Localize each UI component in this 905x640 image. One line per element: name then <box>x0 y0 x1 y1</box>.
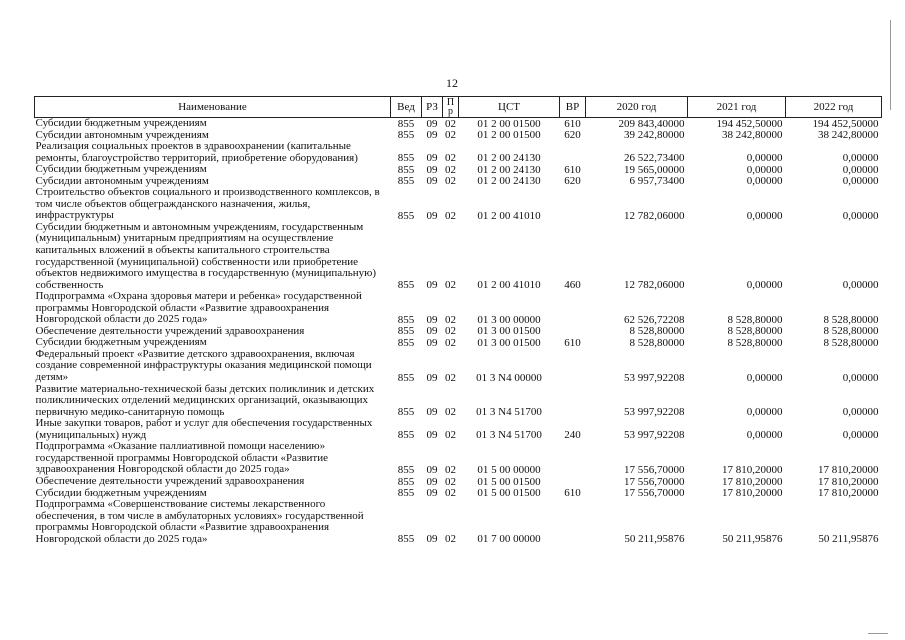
cell-cst: 01 3 00 01500 <box>477 325 541 338</box>
budget-table <box>34 96 882 545</box>
cell-y2022: 0,00000 <box>842 406 879 419</box>
cell-y2021: 0,00000 <box>746 371 783 384</box>
table-body <box>35 118 882 546</box>
cell-cst: 01 7 00 00000 <box>477 533 541 546</box>
cell-y2021: 0,00000 <box>746 163 783 176</box>
cell-rz: 09 <box>426 371 438 384</box>
table-row <box>35 118 882 130</box>
cell-y2020: 8 528,80000 <box>629 336 685 349</box>
cell-y2022: 0,00000 <box>842 175 879 188</box>
cell-rz: 09 <box>426 429 438 442</box>
cell-vr <box>560 499 586 545</box>
cell-y2021: 0,00000 <box>746 209 783 222</box>
header-cst: ЦСТ <box>459 97 560 118</box>
cell-pr: 02 <box>445 325 456 338</box>
cell-cst: 01 3 N4 51700 <box>476 406 542 419</box>
cell-name: Субсидии бюджетным учреждениям <box>35 163 207 176</box>
cell-y2022: 0,00000 <box>842 371 879 384</box>
cell-name: Подпрограмма «Охрана здоровья матери и ребенка» государственной программы Новгородской области «Развитие здравоохранения Новгородской области до 2025 года» <box>35 290 362 326</box>
cell-rz: 09 <box>426 325 438 338</box>
table-row <box>35 187 882 222</box>
cell-name: Обеспечение деятельности учреждений здравоохранения <box>35 474 305 487</box>
cell-pr: 02 <box>445 487 456 500</box>
cell-y2021: 17 810,20000 <box>722 475 783 488</box>
cell-vr <box>560 384 586 419</box>
cell-vr <box>560 326 586 338</box>
cell-ved: 855 <box>397 163 415 176</box>
cell-y2021: 17 810,20000 <box>722 487 783 500</box>
cell-name: Подпрограмма «Оказание паллиативной помощи населению» государственной программы Новгородской области «Развитие здравоохранения Новгородской области до 2025 года» <box>35 440 328 476</box>
cell-y2020: 12 782,06000 <box>624 209 685 222</box>
cell-pr: 02 <box>445 209 456 222</box>
cell-y2020: 17 556,70000 <box>624 463 685 476</box>
cell-y2020: 6 957,73400 <box>629 175 685 188</box>
cell-y2020: 26 522,73400 <box>624 152 685 165</box>
cell-y2022: 17 810,20000 <box>818 463 879 476</box>
cell-ved: 855 <box>397 325 415 338</box>
table-header-row <box>35 97 882 118</box>
cell-vr: 620 <box>564 175 581 188</box>
table-row <box>35 384 882 419</box>
header-vr: ВР <box>560 97 586 118</box>
table-row <box>35 141 882 164</box>
cell-y2022: 0,00000 <box>842 279 879 292</box>
cell-y2020: 17 556,70000 <box>624 475 685 488</box>
cell-pr: 02 <box>445 429 456 442</box>
cell-ved: 855 <box>397 152 415 165</box>
cell-pr: 02 <box>445 117 456 130</box>
cell-rz: 09 <box>426 152 438 165</box>
cell-pr: 02 <box>445 406 456 419</box>
table-row <box>35 441 882 476</box>
cell-y2022: 38 242,80000 <box>818 129 879 142</box>
cell-y2021: 0,00000 <box>746 175 783 188</box>
cell-cst: 01 2 00 24130 <box>477 163 541 176</box>
header-2021: 2021 год <box>688 97 786 118</box>
header-pr: П р <box>443 97 459 118</box>
cell-y2022: 8 528,80000 <box>823 313 879 326</box>
cell-y2021: 17 810,20000 <box>722 463 783 476</box>
cell-y2020: 53 997,92208 <box>624 406 685 419</box>
cell-y2020: 12 782,06000 <box>624 279 685 292</box>
cell-y2020: 50 211,95876 <box>624 533 685 546</box>
scan-artifact-line <box>890 20 891 110</box>
cell-y2021: 0,00000 <box>746 406 783 419</box>
cell-cst: 01 2 00 41010 <box>477 209 541 222</box>
cell-vr: 460 <box>564 279 581 292</box>
cell-pr: 02 <box>445 475 456 488</box>
cell-ved: 855 <box>397 117 415 130</box>
cell-y2022: 8 528,80000 <box>823 325 879 338</box>
cell-pr: 02 <box>445 152 456 165</box>
cell-rz: 09 <box>426 533 438 546</box>
cell-y2022: 8 528,80000 <box>823 336 879 349</box>
cell-vr <box>560 349 586 384</box>
cell-y2022: 17 810,20000 <box>818 487 879 500</box>
cell-name: Обеспечение деятельности учреждений здравоохранения <box>35 324 305 337</box>
cell-cst: 01 5 00 01500 <box>477 475 541 488</box>
cell-y2021: 38 242,80000 <box>722 129 783 142</box>
table-row <box>35 349 882 384</box>
header-ved: Вед <box>391 97 422 118</box>
cell-y2020: 53 997,92208 <box>624 429 685 442</box>
cell-cst: 01 2 00 24130 <box>477 175 541 188</box>
header-rz: РЗ <box>422 97 443 118</box>
cell-rz: 09 <box>426 129 438 142</box>
scan-artifact-dots <box>868 633 888 634</box>
cell-vr: 610 <box>564 487 581 500</box>
cell-rz: 09 <box>426 313 438 326</box>
cell-ved: 855 <box>397 129 415 142</box>
cell-cst: 01 2 00 01500 <box>477 117 541 130</box>
cell-cst: 01 3 00 01500 <box>477 336 541 349</box>
cell-y2020: 39 242,80000 <box>624 129 685 142</box>
cell-name: Субсидии бюджетным учреждениям <box>35 336 207 349</box>
cell-y2020: 62 526,72208 <box>624 313 685 326</box>
cell-y2021: 8 528,80000 <box>727 336 783 349</box>
cell-y2021: 8 528,80000 <box>727 313 783 326</box>
cell-y2022: 17 810,20000 <box>818 475 879 488</box>
cell-rz: 09 <box>426 487 438 500</box>
cell-rz: 09 <box>426 209 438 222</box>
cell-pr: 02 <box>445 129 456 142</box>
cell-ved: 855 <box>397 406 415 419</box>
cell-vr: 240 <box>564 429 581 442</box>
table-row <box>35 499 882 545</box>
cell-vr: 620 <box>564 129 581 142</box>
cell-ved: 855 <box>397 175 415 188</box>
cell-y2022: 0,00000 <box>842 429 879 442</box>
table-row <box>35 222 882 291</box>
cell-pr: 02 <box>445 463 456 476</box>
cell-ved: 855 <box>397 533 415 546</box>
cell-ved: 855 <box>397 313 415 326</box>
cell-y2021: 0,00000 <box>746 429 783 442</box>
cell-ved: 855 <box>397 279 415 292</box>
cell-y2022: 0,00000 <box>842 152 879 165</box>
cell-vr: 610 <box>564 336 581 349</box>
cell-y2021: 194 452,50000 <box>716 117 783 130</box>
cell-name: Иные закупки товаров, работ и услуг для обеспечения государственных (муниципальных) нужд <box>35 417 373 441</box>
cell-y2022: 0,00000 <box>842 209 879 222</box>
cell-y2020: 17 556,70000 <box>624 487 685 500</box>
cell-ved: 855 <box>397 463 415 476</box>
cell-name: Подпрограмма «Совершенствование системы лекарственного обеспечения, в том числе в амбулаторных условиях» государственной программы Новгородской области «Развитие здравоохранения Новгородской области до 2025 года» <box>35 498 364 545</box>
cell-y2022: 194 452,50000 <box>812 117 879 130</box>
cell-vr: 610 <box>564 163 581 176</box>
cell-pr: 02 <box>445 163 456 176</box>
cell-ved: 855 <box>397 209 415 222</box>
cell-y2021: 50 211,95876 <box>722 533 783 546</box>
cell-y2022: 0,00000 <box>842 163 879 176</box>
page-number: 12 <box>446 76 458 90</box>
header-2020: 2020 год <box>586 97 688 118</box>
cell-name: Реализация социальных проектов в здравоохранении (капитальные ремонты, благоустройство территорий, приобретение оборудования) <box>35 140 358 164</box>
cell-ved: 855 <box>397 487 415 500</box>
cell-vr <box>560 476 586 488</box>
cell-name: Субсидии бюджетным учреждениям <box>35 117 207 129</box>
cell-ved: 855 <box>397 336 415 349</box>
cell-cst: 01 5 00 01500 <box>477 487 541 500</box>
cell-y2020: 53 997,92208 <box>624 371 685 384</box>
cell-cst: 01 2 00 24130 <box>477 152 541 165</box>
cell-rz: 09 <box>426 336 438 349</box>
cell-ved: 855 <box>397 429 415 442</box>
cell-pr: 02 <box>445 533 456 546</box>
table-row <box>35 476 882 488</box>
table-row <box>35 418 882 441</box>
cell-pr: 02 <box>445 313 456 326</box>
table-row <box>35 164 882 176</box>
cell-y2021: 8 528,80000 <box>727 325 783 338</box>
cell-rz: 09 <box>426 475 438 488</box>
cell-cst: 01 2 00 41010 <box>477 279 541 292</box>
cell-rz: 09 <box>426 463 438 476</box>
cell-name: Субсидии автономным учреждениям <box>35 128 209 141</box>
table-row <box>35 291 882 326</box>
cell-cst: 01 5 00 00000 <box>477 463 541 476</box>
cell-ved: 855 <box>397 475 415 488</box>
cell-pr: 02 <box>445 279 456 292</box>
cell-name: Строительство объектов социального и производственного комплексов, в том числе объектов общегражданского назначения, жилья, инфраструктуры <box>35 186 380 222</box>
cell-pr: 02 <box>445 371 456 384</box>
cell-y2021: 0,00000 <box>746 152 783 165</box>
cell-y2020: 8 528,80000 <box>629 325 685 338</box>
header-name: Наименование <box>35 97 391 118</box>
cell-y2020: 19 565,00000 <box>624 163 685 176</box>
cell-rz: 09 <box>426 163 438 176</box>
cell-name: Субсидии бюджетным учреждениям <box>35 486 207 499</box>
cell-name: Субсидии бюджетным и автономным учреждениям, государственным (муниципальным) унитарным предприятиям на осуществление капитальных вложений в объекты капитального строительства государственной (муниципальной) собственности или приобретение объектов недвижимого имущества в государственную (муниципальную) собственность <box>35 220 377 291</box>
cell-cst: 01 3 00 00000 <box>477 313 541 326</box>
cell-rz: 09 <box>426 279 438 292</box>
cell-cst: 01 3 N4 51700 <box>476 429 542 442</box>
cell-ved: 855 <box>397 371 415 384</box>
cell-name: Развитие материально-технической базы детских поликлиник и детских поликлинических отделений медицинских организаций, оказывающих первичную медико-санитарную помощь <box>35 382 375 418</box>
cell-name: Субсидии автономным учреждениям <box>35 174 209 187</box>
cell-y2022: 50 211,95876 <box>818 533 879 546</box>
cell-pr: 02 <box>445 175 456 188</box>
cell-cst: 01 2 00 01500 <box>477 129 541 142</box>
cell-cst: 01 3 N4 00000 <box>476 371 542 384</box>
cell-name: Федеральный проект «Развитие детского здравоохранения, включая создание современной инфраструктуры оказания медицинской помощи детям» <box>35 347 372 384</box>
cell-vr <box>560 441 586 476</box>
cell-y2021: 0,00000 <box>746 279 783 292</box>
cell-vr <box>560 291 586 326</box>
cell-rz: 09 <box>426 117 438 130</box>
cell-vr <box>560 141 586 164</box>
cell-y2020: 209 843,40000 <box>618 117 685 130</box>
header-2022: 2022 год <box>786 97 882 118</box>
cell-vr: 610 <box>564 117 581 130</box>
cell-pr: 02 <box>445 336 456 349</box>
cell-rz: 09 <box>426 406 438 419</box>
cell-vr <box>560 187 586 222</box>
cell-rz: 09 <box>426 175 438 188</box>
